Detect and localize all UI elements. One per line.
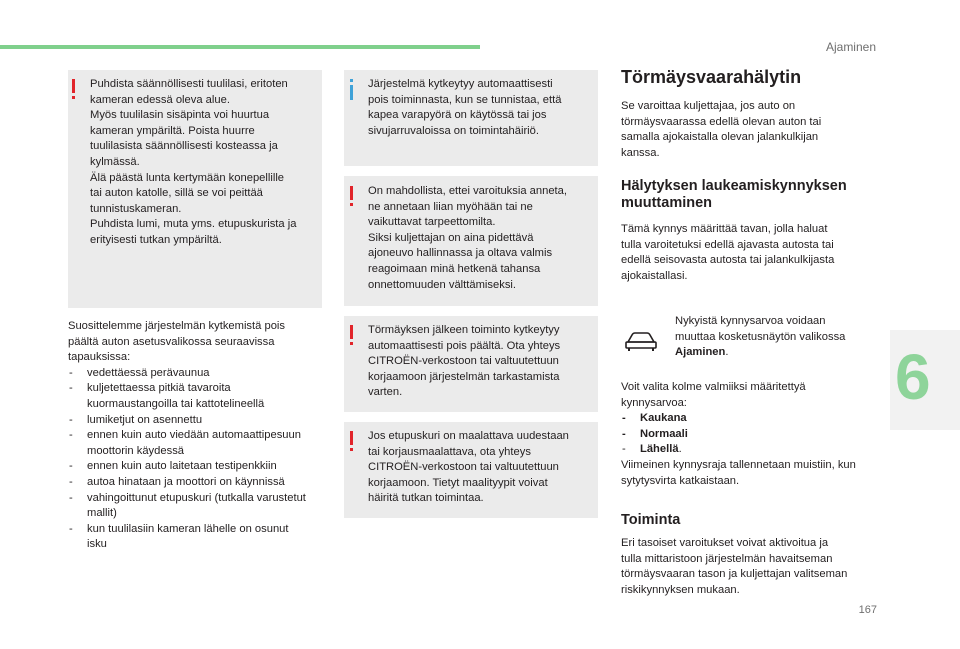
choice-near: Lähellä	[640, 443, 679, 456]
warning-box-alerts	[344, 176, 598, 306]
choice-normal: - Normaali	[621, 427, 891, 443]
car-icon	[624, 325, 658, 353]
page-number: 167	[858, 604, 877, 616]
deactivation-recommendation	[68, 319, 330, 553]
choices-list	[621, 411, 891, 458]
warning-box-bumper	[344, 422, 598, 518]
threshold-text: Tämä kynnys määrittää tavan, jolla haluat tulla varoitetuksi edellä ajavasta autosta tai edellä seisovasta autosta tai jalankulkijasta ajokaistallasi.	[621, 223, 835, 282]
list-item: - lumiketjut on asennettu	[68, 413, 330, 429]
operation-heading: Toiminta	[621, 512, 681, 528]
icon-note-end: .	[725, 346, 729, 359]
info-text: Järjestelmä kytkeytyy automaattisesti pois toiminnasta, kun se tunnistaa, että kapea varapyörä on käytössä tai jos sivujarruvaloissa on toimintahäiriö.	[368, 78, 562, 137]
operation-description	[621, 536, 883, 598]
warning-box-camera	[68, 70, 322, 308]
choices-outro: Viimeinen kynnysraja tallennetaan muistiin, kun sytytysvirta katkaistaan.	[621, 458, 856, 487]
choice-near-item	[621, 442, 891, 458]
list-item: - vedettäessä perävaunua	[68, 366, 330, 382]
threshold-description	[621, 222, 883, 284]
chapter-number: 6	[895, 341, 931, 413]
warning-text-bumper: Jos etupuskuri on maalattava uudestaan tai korjausmaalattava, ota yhteys CITROËN-verkostoon tai valtuutettuun korjaamoon. Tietyt maalityypit voivat häiritä tutkan toimintaa.	[368, 430, 569, 505]
info-icon	[348, 79, 355, 101]
deactivation-list	[68, 366, 330, 553]
exclamation-mark-icon	[70, 79, 77, 101]
choice-far: - Kaukana	[621, 411, 891, 427]
exclamation-mark-icon	[348, 431, 355, 453]
warning-text-camera: Puhdista säännöllisesti tuulilasi, eritoten kameran edessä oleva alue. Myös tuulilasin sisäpinta voi huurtua kameran ympäriltä. Poista huurre tuulilasista säännöllisesti kosteassa ja kylmässä. Älä päästä lunta kertymään konepellille tai auton katolle, sillä se voi peittää tunnistuskameran. Puhdista lumi, muta yms. etupuskurista ja erityisesti tutkan ympäriltä.	[90, 78, 297, 246]
operation-text: Eri tasoiset varoitukset voivat aktivoitua ja tulla mittaristoon järjestelmän havaitseman törmäysvaaran tason ja kuljettajan valitseman riskikynnyksen mukaan.	[621, 537, 848, 596]
list-item: - autoa hinataan ja moottori on käynnissä	[68, 475, 330, 491]
section-title: Törmäysvaarahälytin	[621, 67, 802, 87]
title-intro	[621, 99, 883, 161]
deactivation-intro: Suosittelemme järjestelmän kytkemistä pois päältä auton asetusvalikossa seuraavissa tapauksissa:	[68, 320, 285, 364]
choices-intro: Voit valita kolme valmiiksi määritettyä kynnysarvoa:	[621, 381, 806, 409]
chapter-title: Ajaminen	[825, 40, 876, 54]
title-intro-text: Se varoittaa kuljettajaa, jos auto on törmäysvaarassa edellä olevan auton tai samalla ajokaistalla olevan jalankulkijan kanssa.	[621, 100, 822, 159]
exclamation-mark-icon	[348, 325, 355, 347]
warning-box-collision	[344, 316, 598, 412]
chapter-color-bar	[0, 45, 480, 49]
choice-near-suffix: .	[678, 443, 682, 456]
menu-name-ajaminen: Ajaminen	[675, 346, 726, 359]
threshold-heading: Hälytyksen laukeamiskynnyksen muuttaminen	[621, 178, 847, 211]
threshold-choices	[621, 380, 891, 489]
list-item: - ennen kuin auto viedään automaattipesuun moottorin käydessä	[68, 428, 330, 459]
warning-text-alerts: On mahdollista, ettei varoituksia anneta, ne annetaan liian myöhään tai ne vaikuttavat tarpeettomilta. Siksi kuljettajan on aina pidettävä ajoneuvo hallinnassa ja oltava valmis reagoimaan minä hetkenä tahansa onnettomuuden välttämiseksi.	[368, 185, 567, 291]
icon-note-text: Nykyistä kynnysarvoa voidaan muuttaa kosketusnäytön valikossa	[675, 315, 846, 343]
info-box-spare-wheel	[344, 70, 598, 166]
warning-text-collision: Törmäyksen jälkeen toiminto kytkeytyy automaattisesti pois päältä. Ota yhteys CITROËN-verkostoon tai valtuutettuun korjaamoon järjestelmän tarkastamista varten.	[368, 324, 561, 399]
list-item: - ennen kuin auto laitetaan testipenkkiin	[68, 459, 330, 475]
icon-note	[675, 314, 885, 361]
exclamation-mark-icon	[348, 186, 355, 208]
list-item: - kun tuulilasiin kameran lähelle on osunut isku	[68, 522, 330, 553]
list-item: - vahingoittunut etupuskuri (tutkalla varustetut mallit)	[68, 491, 330, 522]
list-item: - kuljetettaessa pitkiä tavaroita kuormaustangoilla tai kattotelineellä	[68, 381, 330, 412]
